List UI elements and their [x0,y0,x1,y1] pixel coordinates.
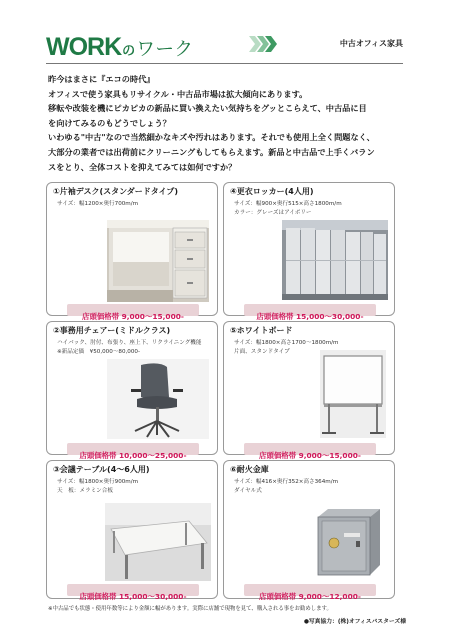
item-spec [234,478,338,496]
intro-text [48,72,408,174]
photo-credit: ●写真協力：(株)オフィスバスターズ様 [303,619,406,625]
locker-photo [282,220,388,300]
item-title: ④更衣ロッカー(4人用) [230,187,314,196]
intro-line: 昨今はまさに『エコの時代』 [48,74,155,84]
item-title: ⑤ホワイトボード [230,326,293,335]
intro-line: を向けてみるのもどうでしょう？ [48,117,171,128]
footnote: ※中古品でも状態・使用年数等により金額に幅があります。実際に店舗で現物を見て、購入される事をお勧めします。 [48,606,332,612]
price-banner [244,304,376,321]
safe-photo [304,503,388,583]
desk-photo [107,220,209,302]
item-spec-line: カラー：グレーズはアイボリー [234,210,312,216]
item-spec-line: ハイバック、肘付、布張り、座上下、リクライニング機能 [57,340,202,346]
price-banner [67,584,199,601]
price-text: 店頭価格帯 9,000〜12,000- [259,592,361,601]
logo-work-text: WORK [46,33,122,61]
chair-photo [107,359,209,439]
whiteboard-photo [320,350,386,438]
item-spec [57,200,138,209]
item-spec [57,478,138,496]
intro-line: スをとり、全体コストを抑えてみては如何ですか？ [48,161,237,172]
price-banner [67,443,199,460]
item-spec-line: 片面、スタンドタイプ [234,349,290,355]
price-text: 店頭価格帯 9,000〜15,000- [82,312,184,321]
item-spec-line: サイズ：幅1800×高さ1700〜1800m/m [234,340,339,346]
item-spec-line: ※新品定価 ¥50,000〜80,000- [57,349,140,355]
item-title: ⑥耐火金庫 [230,465,269,474]
item-card-chair [46,321,218,460]
item-title: ②事務用チェアー(ミドルクラス) [53,326,171,335]
item-spec-line: ダイヤル式 [234,488,262,494]
work-logo [46,33,193,61]
header-divider [46,63,403,64]
price-text: 店頭価格帯 15,000〜30,000- [79,592,187,601]
item-card-whiteboard [223,321,395,460]
item-spec [57,339,202,357]
item-spec-line: サイズ：幅1800×奥行900m/m [57,479,139,485]
price-banner [67,304,199,321]
item-title: ③会議テーブル(4〜6人用) [53,465,150,474]
price-banner [244,443,376,460]
intro-line: 移転や改装を機にピカピカの新品に買い換えたい気持ちをグッとこらえて、中古品に目 [48,103,367,114]
logo-kana-text: ワーク [136,38,194,60]
table-photo [105,503,211,581]
item-spec-line: サイズ：幅1200×奥行700m/m [57,201,139,207]
item-card-desk [46,182,218,321]
price-text: 店頭価格帯 10,000〜25,000- [79,451,187,460]
item-spec [234,200,342,218]
price-text: 店頭価格帯 9,000〜15,000- [259,451,361,460]
header-subtitle: 中古オフィス家具 [339,39,403,48]
intro-line: いわゆる"中古"なので当然細かなキズや汚れはあります。それでも使用上全く問題なく、 [48,132,375,143]
chevron-arrows-icon [249,34,277,54]
logo-no-text: の [122,44,136,59]
item-spec-line: サイズ：幅416×奥行352×高さ364m/m [234,479,339,485]
item-spec-line: サイズ：幅900×奥行515×高さ1800m/m [234,201,342,207]
intro-line: オフィスで使う家具もリサイクル・中古品市場は拡大傾向にあります。 [48,88,308,99]
page-header [0,0,449,68]
item-card-locker [223,182,395,321]
price-text: 店頭価格帯 15,000〜30,000- [256,312,364,321]
item-title: ①片袖デスク(スタンダードタイプ) [53,187,179,196]
intro-line: 大部分の業者では出荷前にクリーニングもしてもらえます。新品と中古品で上手くバラン [48,146,375,157]
item-card-table [46,460,218,599]
item-card-safe [223,460,395,599]
price-banner [244,584,376,601]
item-spec-line: 天 板：メラミン合板 [57,488,113,494]
